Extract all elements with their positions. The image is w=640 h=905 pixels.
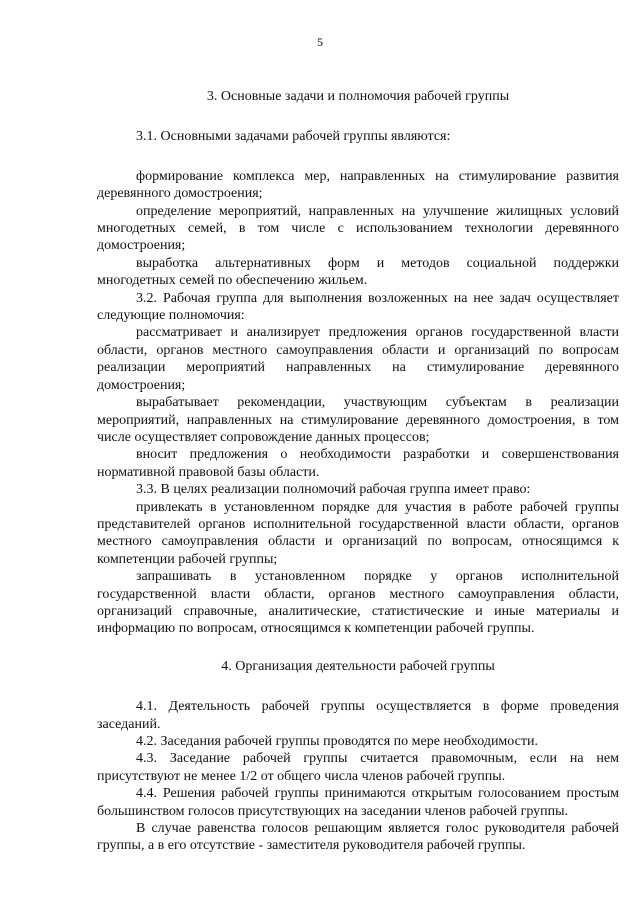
paragraph: привлекать в установленном порядке для участия в работе рабочей группы представителей органов исполнительной государственной власти области, органов местного самоуправления области и организаций по вопросам, относящимся к компетенции рабочей группы;: [97, 499, 619, 567]
page-number: 5: [317, 35, 323, 49]
paragraph: определение мероприятий, направленных на улучшение жилищных условий многодетных семей, в том числе с использованием технологии деревянного домостроения;: [97, 203, 619, 254]
paragraph: рассматривает и анализирует предложения органов государственной власти области, органов местного самоуправления области и организаций по вопросам реализации мероприятий направленных на стимулирование деревянного домостроения;: [97, 325, 619, 393]
paragraph: формирование комплекса мер, направленных на стимулирование развития деревянного домостроения;: [97, 168, 619, 202]
paragraph: 4.3. Заседание рабочей группы считается правомочным, если на нем присутствуют не менее 1/2 от общего числа членов рабочей группы.: [97, 751, 619, 784]
paragraph: 4.4. Решения рабочей группы принимаются открытым голосованием простым большинством голосов присутствующих на заседании членов рабочей группы.: [97, 786, 619, 819]
section-3-heading: 3. Основные задачи и полномочия рабочей группы: [206, 89, 510, 104]
section-4-heading: 4. Организация деятельности рабочей группы: [221, 658, 495, 674]
paragraph: 4.2. Заседания рабочей группы проводятся по мере необходимости.: [136, 734, 538, 749]
paragraph: выработка альтернативных форм и методов социальной поддержки многодетных семей по обеспечению жильем.: [97, 255, 619, 289]
section-3-lead: 3.1. Основными задачами рабочей группы являются:: [136, 129, 451, 145]
paragraph: запрашивать в установленном порядке у органов исполнительной государственной власти области, органов местного самоуправления области, организаций справочные, аналитические, статистические и иные материалы и информацию по вопросам, относящимся к компетенции рабочей группы.: [97, 569, 619, 637]
paragraph: вносит предложения о необходимости разработки и совершенствования нормативной правовой базы области.: [97, 447, 619, 480]
paragraph: 4.1. Деятельность рабочей группы осуществляется в форме проведения заседаний.: [97, 699, 619, 732]
paragraph: 3.3. В целях реализации полномочий рабочая группа имеет право:: [136, 482, 531, 498]
paragraph: 3.2. Рабочая группа для выполнения возложенных на нее задач осуществляет следующие полномочия:: [97, 290, 619, 324]
paragraph: вырабатывает рекомендации, участвующим субъектам в реализации мероприятий, направленных на стимулирование деревянного домостроения, в том числе осуществляет сопровождение данных процессов;: [97, 395, 619, 445]
paragraph: В случае равенства голосов решающим является голос руководителя рабочей группы, а в его отсутствие - заместителя руководителя рабочей группы.: [97, 821, 619, 854]
document-body: [97, 88, 619, 855]
